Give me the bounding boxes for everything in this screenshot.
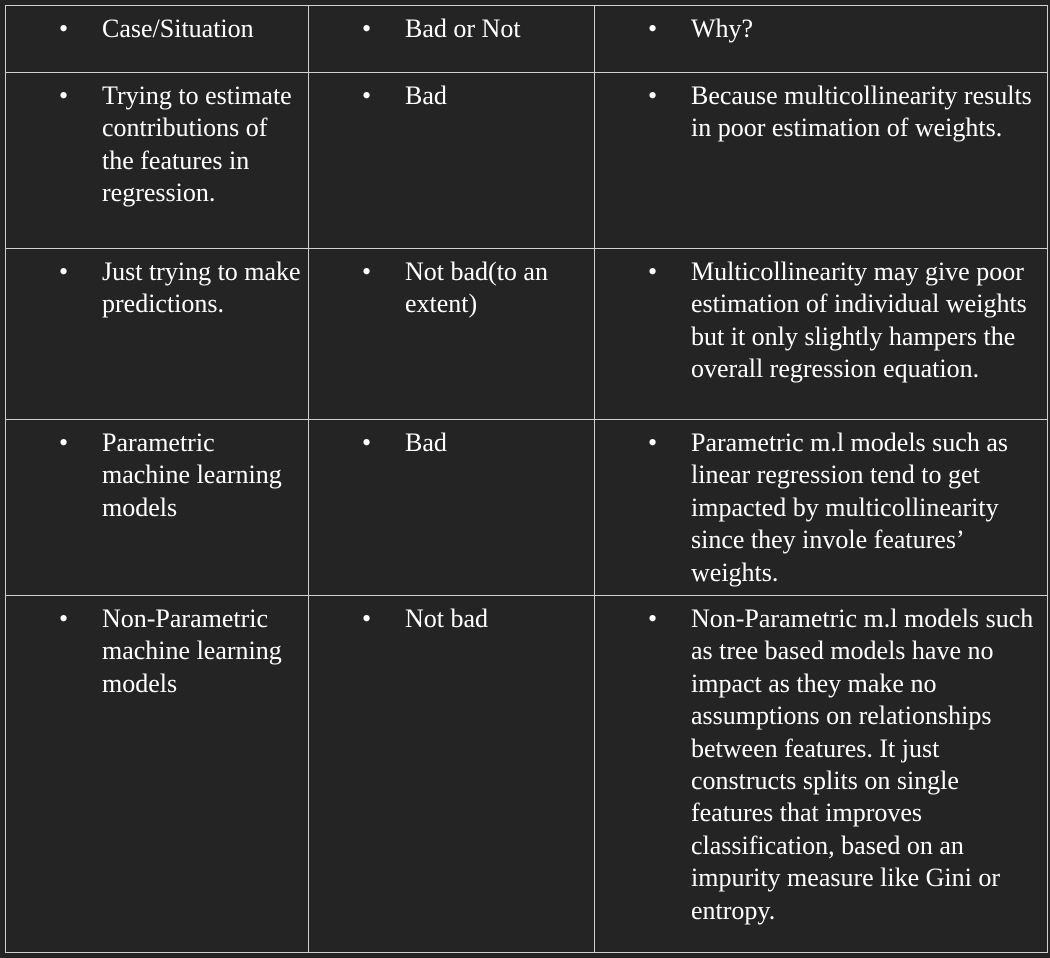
table-header-cell: [309, 6, 595, 73]
table-cell: [595, 73, 1048, 249]
why-text: Non-Parametric m.l models such as tree based models have no impact as they make no assumptions on relationships between features. It just constructs splits on single features that improves classification, based on an impurity measure like Gini or entropy.: [691, 604, 1034, 925]
why-text: Because multicollinearity results in poor estimation of weights.: [691, 81, 1032, 143]
case-text: Trying to estimate contributions of the features in regression.: [102, 81, 292, 208]
bullet-icon: •: [362, 604, 372, 633]
why-text: Parametric m.l models such as linear regression tend to get impacted by multicollinearity since they invole features’ weights.: [691, 428, 1008, 587]
table-row: [6, 420, 1048, 596]
verdict-text: Bad: [405, 81, 447, 110]
comparison-table: [5, 5, 1048, 953]
case-text: Parametric machine learning models: [102, 428, 282, 522]
header-why-label: Why?: [691, 14, 754, 43]
table-header-cell: [6, 6, 309, 73]
bullet-icon: •: [362, 428, 372, 457]
table-row: [6, 596, 1048, 953]
header-verdict-label: Bad or Not: [405, 14, 521, 43]
table-row: [6, 249, 1048, 420]
case-text: Just trying to make predictions.: [102, 257, 301, 319]
why-text: Multicollinearity may give poor estimation of individual weights but it only slightly hampers the overall regression equation.: [691, 257, 1027, 384]
bullet-icon: •: [59, 14, 69, 43]
bullet-icon: •: [648, 14, 658, 43]
bullet-icon: •: [59, 428, 69, 457]
table-cell: [595, 420, 1048, 596]
table-cell: [6, 73, 309, 249]
verdict-text: Bad: [405, 428, 447, 457]
header-case-label: Case/Situation: [102, 14, 254, 43]
table-cell: [6, 420, 309, 596]
case-text: Non-Parametric machine learning models: [102, 604, 282, 698]
bullet-icon: •: [59, 81, 69, 110]
table-cell: [309, 249, 595, 420]
bullet-icon: •: [648, 81, 658, 110]
table-row: [6, 73, 1048, 249]
table-cell: [595, 249, 1048, 420]
table-header-cell: [595, 6, 1048, 73]
table-cell: [309, 596, 595, 953]
bullet-icon: •: [59, 604, 69, 633]
table-cell: [595, 596, 1048, 953]
table-cell: [6, 596, 309, 953]
bullet-icon: •: [648, 428, 658, 457]
bullet-icon: •: [648, 257, 658, 286]
table-cell: [309, 73, 595, 249]
bullet-icon: •: [648, 604, 658, 633]
bullet-icon: •: [362, 81, 372, 110]
bullet-icon: •: [362, 14, 372, 43]
table-cell: [309, 420, 595, 596]
table-cell: [6, 249, 309, 420]
bullet-icon: •: [59, 257, 69, 286]
bullet-icon: •: [362, 257, 372, 286]
verdict-text: Not bad(to an extent): [405, 257, 548, 319]
table-header-row: [6, 6, 1048, 73]
verdict-text: Not bad: [405, 604, 489, 633]
